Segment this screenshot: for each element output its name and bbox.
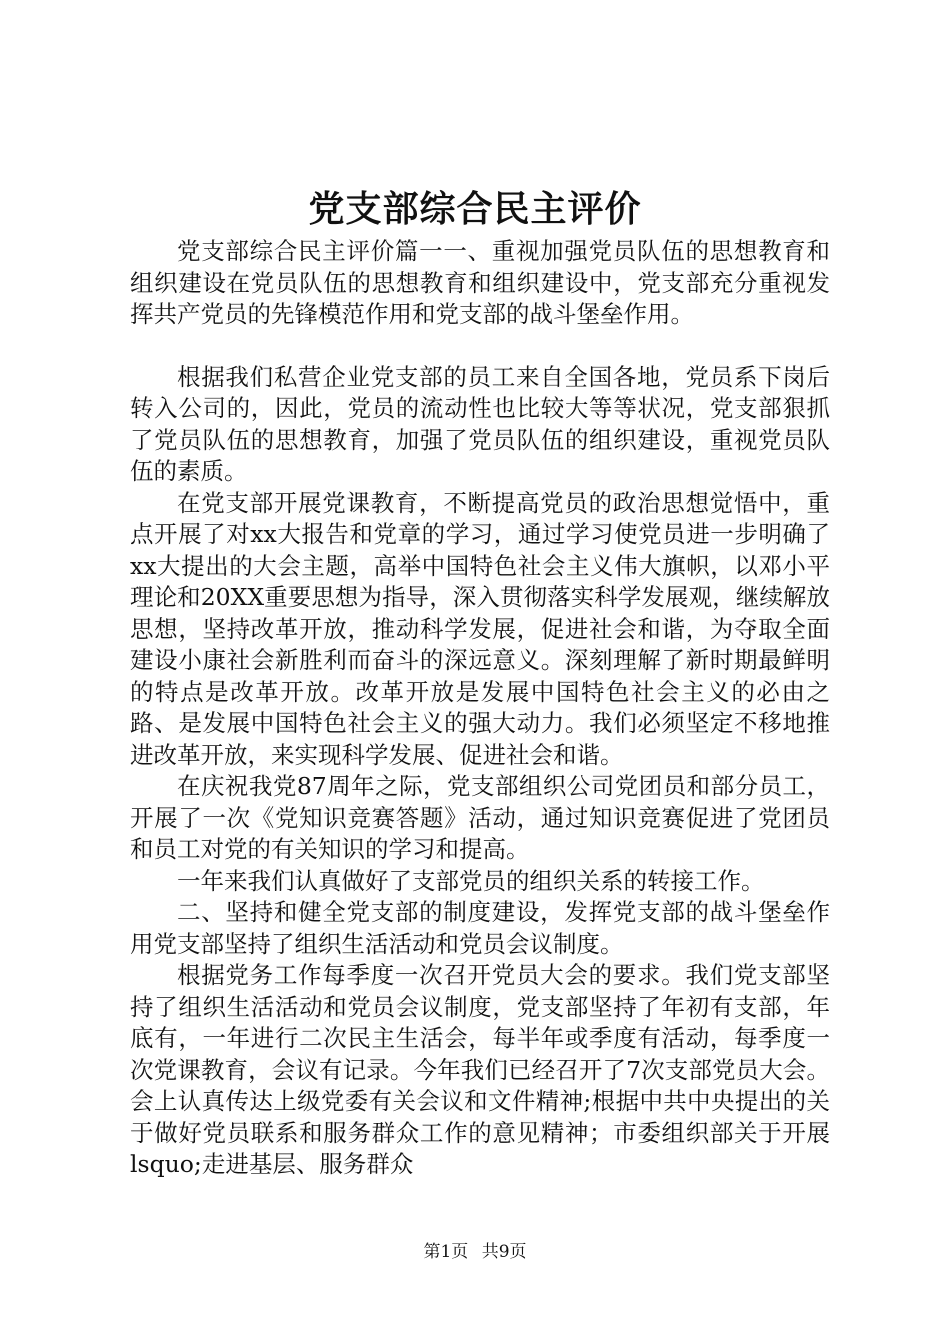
paragraph-3: 在党支部开展党课教育，不断提高党员的政治思想觉悟中，重点开展了对xx大报告和党章的学习，通过学习使党员进一步明确了xx大提出的大会主题，高举中国特色社会主义伟大旗帜，以邓小平理论和20XX重要思想为指导，深入贯彻落实科学发展观，继续解放思想，坚持改革开放，推动科学发展，促进社会和谐，为夺取全面建设小康社会新胜利而奋斗的深远意义。深刻理解了新时期最鲜明的特点是改革开放。改革开放是发展中国特色社会主义的必由之路、是发展中国特色社会主义的强大动力。我们必须坚定不移地推进改革开放，来实现科学发展、促进社会和谐。: [130, 488, 830, 769]
page-number: 第1页: [423, 1242, 469, 1262]
paragraph-4: 在庆祝我党87周年之际，党支部组织公司党团员和部分员工，开展了一次《党知识竞赛答题》活动，通过知识竞赛促进了党团员和员工对党的有关知识的学习和提高。: [130, 772, 830, 863]
paragraph-1: 党支部综合民主评价篇一一、重视加强党员队伍的思想教育和组织建设在党员队伍的思想教育和组织建设中，党支部充分重视发挥共产党员的先锋模范作用和党支部的战斗堡垒作用。: [130, 237, 830, 328]
page-total: 共9页: [481, 1242, 527, 1262]
paragraph-2: 根据我们私营企业党支部的员工来自全国各地，党员系下岗后转入公司的，因此，党员的流动性也比较大等等状况，党支部狠抓了党员队伍的思想教育，加强了党员队伍的组织建设，重视党员队伍的素质。: [130, 362, 830, 485]
page-footer: [0, 1240, 950, 1264]
paragraph-6: 二、坚持和健全党支部的制度建设，发挥党支部的战斗堡垒作用党支部坚持了组织生活活动和党员会议制度。: [130, 898, 830, 958]
document-body: [130, 236, 830, 1181]
document-title: 党支部综合民主评价: [308, 188, 642, 230]
paragraph-7: 根据党务工作每季度一次召开党员大会的要求。我们党支部坚持了组织生活活动和党员会议制度，党支部坚持了年初有支部，年底有，一年进行二次民主生活会，每半年或季度有活动，每季度一次党课教育，会议有记录。今年我们已经召开了7次支部党员大会。会上认真传达上级党委有关会议和文件精神;根据中共中央提出的关于做好党员联系和服务群众工作的意见精神；市委组织部关于开展lsquo;走进基层、服务群众: [130, 961, 830, 1178]
paragraph-5: 一年来我们认真做好了支部党员的组织关系的转接工作。: [177, 866, 765, 895]
